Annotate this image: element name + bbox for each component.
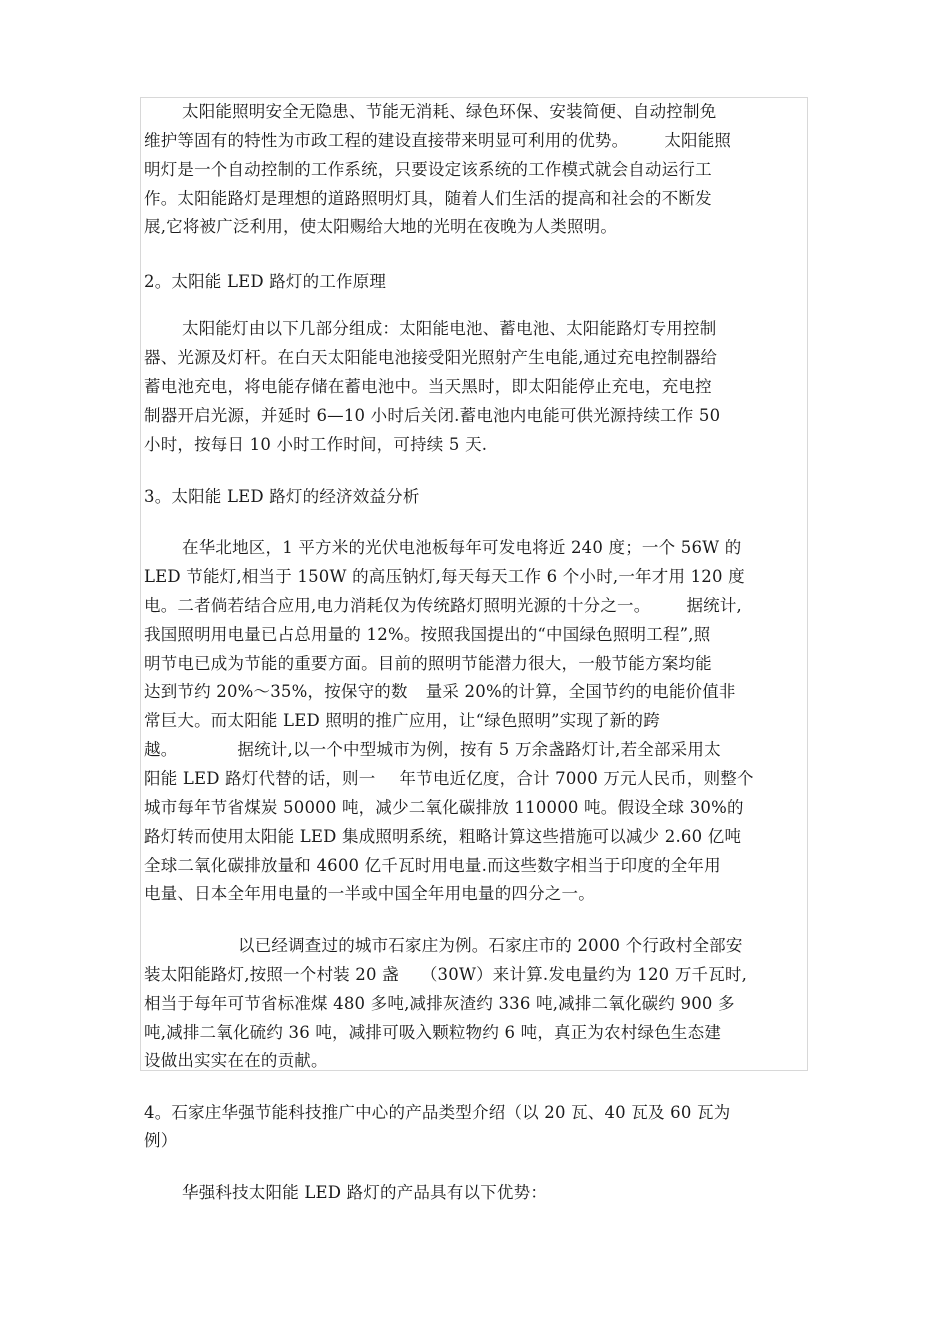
para3-line-3-b: 据统计, xyxy=(686,596,742,615)
para3-line-9 xyxy=(144,768,754,790)
para3-line-6-b: 量采 20%的计算，全国节约的电能价值非 xyxy=(425,682,736,701)
para3-line-8 xyxy=(144,739,721,761)
para3-line-2: LED 节能灯,相当于 150W 的高压钠灯,每天每天工作 6 个小时,一年才用 120 度 xyxy=(144,567,745,586)
para4-line-3: 相当于每年可节省标准煤 480 多吨,减排灰渣约 336 吨,减排二氧化碳约 900 多 xyxy=(144,994,735,1013)
para3-line-11: 路灯转而使用太阳能 LED 集成照明系统，粗略计算这些措施可以减少 2.60 亿吨 xyxy=(144,827,742,846)
para3-line-3-a: 电。二者倘若结合应用,电力消耗仅为传统路灯照明光源的十分之一。 xyxy=(144,596,651,615)
para4-line-2-b: （30W）来计算.发电量约为 120 万千瓦时, xyxy=(420,965,748,984)
para2-line-4: 制器开启光源，并延时 6—10 小时后关闭.蓄电池内电能可供光源持续工作 50 xyxy=(144,406,721,425)
para3-line-1: 在华北地区，1 平方米的光伏电池板每年可发电将近 240 度；一个 56W 的 xyxy=(182,538,742,557)
para3-line-13: 电量、日本全年用电量的一半或中国全年用电量的四分之一。 xyxy=(144,884,595,903)
para1-line-4: 作。太阳能路灯是理想的道路照明灯具，随着人们生活的提高和社会的不断发 xyxy=(144,189,712,208)
section-heading-4-line-1: 4。石家庄华强节能科技推广中心的产品类型介绍（以 20 瓦、40 瓦及 60 瓦为 xyxy=(144,1103,731,1122)
para3-line-5: 明节电已成为节能的重要方面。目前的照明节能潜力很大，一般节能方案均能 xyxy=(144,654,712,673)
para4-line-4: 吨,减排二氧化硫约 36 吨，减排可吸入颗粒物约 6 吨，真正为农村绿色生态建 xyxy=(144,1023,722,1042)
para3-line-7: 常巨大。而太阳能 LED 照明的推广应用，让“绿色照明”实现了新的跨 xyxy=(144,711,660,730)
para3-line-8-a: 越。 xyxy=(144,740,178,759)
para3-line-6-a: 达到节约 20%～35%，按保守的数 xyxy=(144,682,408,701)
para2-line-5: 小时，按每日 10 小时工作时间，可持续 5 天. xyxy=(144,435,488,454)
para4-line-5: 设做出实实在在的贡献。 xyxy=(144,1051,328,1070)
para3-line-10: 城市每年节省煤炭 50000 吨，减少二氧化碳排放 110000 吨。假设全球 30%的 xyxy=(144,798,744,817)
para3-line-6 xyxy=(144,681,736,703)
para2-line-2: 器、光源及灯杆。在白天太阳能电池接受阳光照射产生电能,通过充电控制器给 xyxy=(144,348,718,367)
para1-line-5: 展,它将被广泛利用，使太阳赐给大地的光明在夜晚为人类照明。 xyxy=(144,217,618,236)
para1-line-2 xyxy=(144,130,731,152)
para4-line-1: 以已经调查过的城市石家庄为例。石家庄市的 2000 个行政村全部安 xyxy=(238,936,743,955)
para3-line-9-a: 阳能 LED 路灯代替的话，则一 xyxy=(144,769,376,788)
section-heading-2: 2。太阳能 LED 路灯的工作原理 xyxy=(144,272,387,291)
para4-line-2-a: 装太阳能路灯,按照一个村装 20 盏 xyxy=(144,965,399,984)
para4-line-2 xyxy=(144,964,747,986)
para5-line-1: 华强科技太阳能 LED 路灯的产品具有以下优势： xyxy=(182,1183,548,1202)
para3-line-4: 我国照明用电量已占总用量的 12%。按照我国提出的“中国绿色照明工程”,照 xyxy=(144,625,711,644)
para3-line-3 xyxy=(144,595,742,617)
para3-line-9-b: 年节电近亿度，合计 7000 万元人民币，则整个 xyxy=(399,769,754,788)
para3-line-8-b: 据统计,以一个中型城市为例，按有 5 万余盏路灯计,若全部采用太 xyxy=(237,740,721,759)
section-heading-4-line-2: 例） xyxy=(144,1131,178,1150)
para1-line-2-b: 太阳能照 xyxy=(664,131,732,150)
para1-line-3: 明灯是一个自动控制的工作系统，只要设定该系统的工作模式就会自动运行工 xyxy=(144,160,712,179)
para3-line-12: 全球二氧化碳排放量和 4600 亿千瓦时用电量.而这些数字相当于印度的全年用 xyxy=(144,856,721,875)
section-heading-3: 3。太阳能 LED 路灯的经济效益分析 xyxy=(144,487,420,506)
para2-line-3: 蓄电池充电，将电能存储在蓄电池中。当天黑时，即太阳能停止充电，充电控 xyxy=(144,377,712,396)
para2-line-1: 太阳能灯由以下几部分组成：太阳能电池、蓄电池、太阳能路灯专用控制 xyxy=(182,319,717,338)
para1-line-2-a: 维护等固有的特性为市政工程的建设直接带来明显可利用的优势。 xyxy=(144,131,629,150)
para1-line-1: 太阳能照明安全无隐患、节能无消耗、绿色环保、安装简便、自动控制免 xyxy=(182,102,717,121)
